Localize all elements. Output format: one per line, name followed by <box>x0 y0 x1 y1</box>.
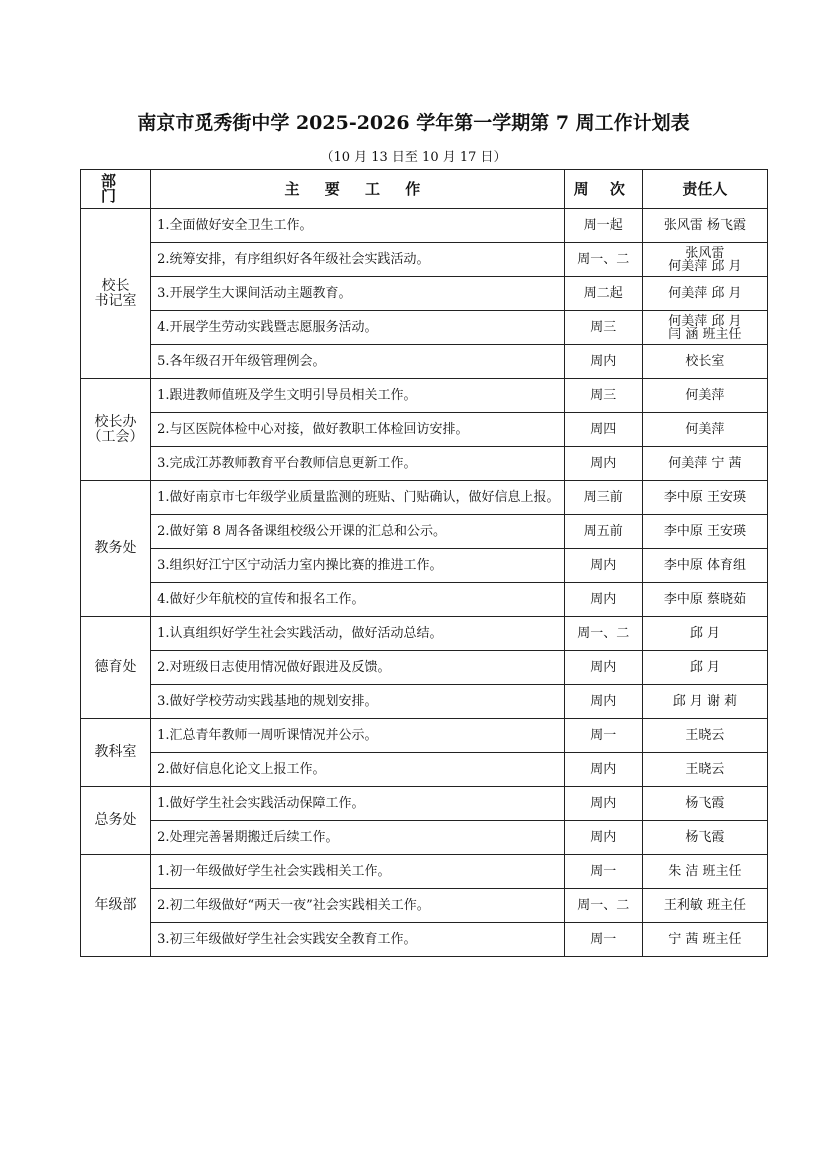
week-cell: 周内 <box>564 753 642 787</box>
table-row <box>81 855 768 889</box>
task-cell: 2.对班级日志使用情况做好跟进及反馈。 <box>151 651 565 685</box>
task-cell: 3.完成江苏教师教育平台教师信息更新工作。 <box>151 447 565 481</box>
task-cell: 1.做好南京市七年级学业质量监测的班贴、门贴确认，做好信息上报。 <box>151 481 565 515</box>
owner-cell: 杨飞霞 <box>642 821 767 855</box>
table-row <box>81 753 768 787</box>
task-cell: 4.做好少年航校的宣传和报名工作。 <box>151 583 565 617</box>
owner-cell: 李中原 体育组 <box>642 549 767 583</box>
department-cell: 校长 书记室 <box>81 209 151 379</box>
task-cell: 1.做好学生社会实践活动保障工作。 <box>151 787 565 821</box>
table-row <box>81 413 768 447</box>
task-cell: 1.初一年级做好学生社会实践相关工作。 <box>151 855 565 889</box>
department-cell: 年级部 <box>81 855 151 957</box>
owner-cell: 李中原 蔡晓茹 <box>642 583 767 617</box>
owner-cell: 宁 茜 班主任 <box>642 923 767 957</box>
week-cell: 周一 <box>564 719 642 753</box>
owner-cell: 邱 月 谢 莉 <box>642 685 767 719</box>
header-task: 主 要 工 作 <box>151 170 565 209</box>
task-cell: 3.做好学校劳动实践基地的规划安排。 <box>151 685 565 719</box>
owner-cell: 何美萍 <box>642 379 767 413</box>
table-row <box>81 447 768 481</box>
week-cell: 周一、二 <box>564 243 642 277</box>
week-cell: 周三 <box>564 311 642 345</box>
header-owner: 责任人 <box>642 170 767 209</box>
week-cell: 周一起 <box>564 209 642 243</box>
owner-cell: 邱 月 <box>642 651 767 685</box>
page-subtitle: （10 月 13 日至 10 月 17 日） <box>320 150 507 165</box>
owner-cell: 朱 洁 班主任 <box>642 855 767 889</box>
table-row <box>81 719 768 753</box>
week-cell: 周三前 <box>564 481 642 515</box>
table-row <box>81 889 768 923</box>
owner-cell: 王晓云 <box>642 719 767 753</box>
week-cell: 周内 <box>564 345 642 379</box>
task-cell: 3.开展学生大课间活动主题教育。 <box>151 277 565 311</box>
week-cell: 周一 <box>564 923 642 957</box>
owner-cell: 校长室 <box>642 345 767 379</box>
table-row <box>81 617 768 651</box>
header-week: 周 次 <box>564 170 642 209</box>
table-row <box>81 583 768 617</box>
week-cell: 周内 <box>564 447 642 481</box>
table-row <box>81 549 768 583</box>
owner-cell: 李中原 王安瑛 <box>642 515 767 549</box>
week-cell: 周一、二 <box>564 617 642 651</box>
week-cell: 周一 <box>564 855 642 889</box>
department-cell: 教务处 <box>81 481 151 617</box>
page-title: 南京市觅秀街中学 2025-2026 学年第一学期第 7 周工作计划表 <box>137 112 690 134</box>
owner-cell: 王利敏 班主任 <box>642 889 767 923</box>
week-cell: 周内 <box>564 787 642 821</box>
week-cell: 周二起 <box>564 277 642 311</box>
table-row <box>81 685 768 719</box>
task-cell: 1.跟进教师值班及学生文明引导员相关工作。 <box>151 379 565 413</box>
task-cell: 2.做好信息化论文上报工作。 <box>151 753 565 787</box>
week-cell: 周一、二 <box>564 889 642 923</box>
table-row <box>81 379 768 413</box>
owner-cell: 何美萍 邱 月 <box>642 277 767 311</box>
department-cell: 总务处 <box>81 787 151 855</box>
department-cell: 德育处 <box>81 617 151 719</box>
week-cell: 周五前 <box>564 515 642 549</box>
owner-cell: 何美萍 邱 月 闫 涵 班主任 <box>642 311 767 345</box>
table-row <box>81 515 768 549</box>
table-row <box>81 651 768 685</box>
department-cell: 校长办 （工会） <box>81 379 151 481</box>
task-cell: 1.全面做好安全卫生工作。 <box>151 209 565 243</box>
task-cell: 2.与区医院体检中心对接，做好教职工体检回访安排。 <box>151 413 565 447</box>
table-row <box>81 277 768 311</box>
work-plan-table <box>80 169 768 957</box>
table-row <box>81 345 768 379</box>
week-cell: 周三 <box>564 379 642 413</box>
header-department: 部 门 <box>81 170 151 209</box>
department-cell: 教科室 <box>81 719 151 787</box>
task-cell: 2.初二年级做好“两天一夜”社会实践相关工作。 <box>151 889 565 923</box>
owner-cell: 张风雷 杨飞霞 <box>642 209 767 243</box>
owner-cell: 何美萍 <box>642 413 767 447</box>
task-cell: 1.汇总青年教师一周听课情况并公示。 <box>151 719 565 753</box>
table-header-row <box>81 170 768 209</box>
table-row <box>81 243 768 277</box>
task-cell: 5.各年级召开年级管理例会。 <box>151 345 565 379</box>
task-cell: 1.认真组织好学生社会实践活动，做好活动总结。 <box>151 617 565 651</box>
task-cell: 2.处理完善暑期搬迁后续工作。 <box>151 821 565 855</box>
table-row <box>81 923 768 957</box>
owner-cell: 王晓云 <box>642 753 767 787</box>
owner-cell: 李中原 王安瑛 <box>642 481 767 515</box>
task-cell: 3.初三年级做好学生社会实践安全教育工作。 <box>151 923 565 957</box>
week-cell: 周内 <box>564 549 642 583</box>
week-cell: 周内 <box>564 821 642 855</box>
week-cell: 周内 <box>564 685 642 719</box>
table-row <box>81 311 768 345</box>
task-cell: 2.做好第 8 周各备课组校级公开课的汇总和公示。 <box>151 515 565 549</box>
owner-cell: 张风雷 何美萍 邱 月 <box>642 243 767 277</box>
week-cell: 周内 <box>564 651 642 685</box>
table-row <box>81 787 768 821</box>
week-cell: 周内 <box>564 583 642 617</box>
table-row <box>81 821 768 855</box>
table-row <box>81 481 768 515</box>
owner-cell: 杨飞霞 <box>642 787 767 821</box>
table-body <box>81 209 768 957</box>
task-cell: 2.统筹安排，有序组织好各年级社会实践活动。 <box>151 243 565 277</box>
task-cell: 4.开展学生劳动实践暨志愿服务活动。 <box>151 311 565 345</box>
week-cell: 周四 <box>564 413 642 447</box>
table-row <box>81 209 768 243</box>
owner-cell: 何美萍 宁 茜 <box>642 447 767 481</box>
owner-cell: 邱 月 <box>642 617 767 651</box>
task-cell: 3.组织好江宁区宁动活力室内操比赛的推进工作。 <box>151 549 565 583</box>
